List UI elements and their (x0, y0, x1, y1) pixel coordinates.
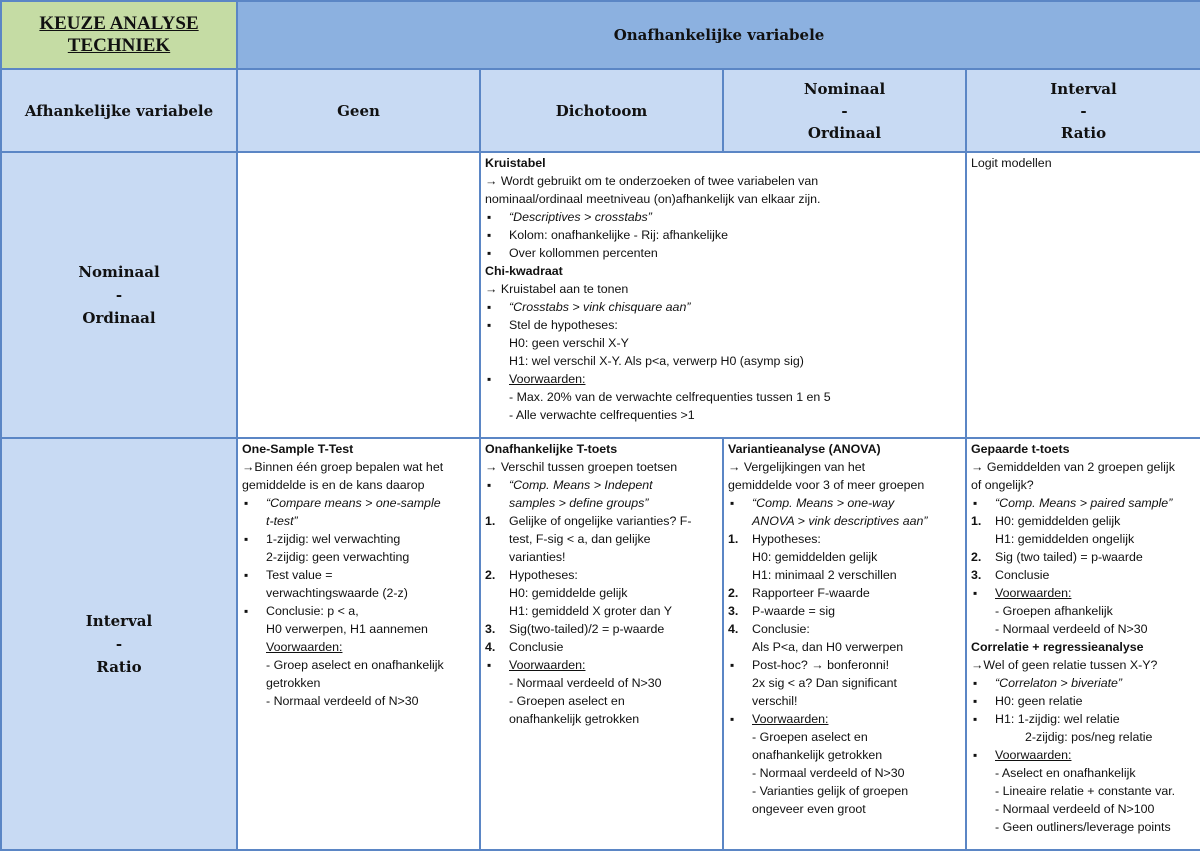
cell-line-text: Als P<a, dan H0 verwerpen (752, 640, 904, 654)
cell-line-text: getrokken (266, 676, 321, 690)
cell-line (485, 352, 961, 370)
independent-variable-header: Onafhankelijke variabele (237, 1, 1200, 69)
cell-line-text: - Groep aselect en onafhankelijk (266, 658, 444, 672)
list-number: 3. (728, 604, 739, 618)
cell-line-text: Chi-kwadraat (485, 264, 563, 278)
cell-line (485, 370, 961, 388)
cell-line-text: H1: minimaal 2 verschillen (752, 568, 897, 582)
cell-line-text: samples > define groups” (509, 496, 649, 510)
cell-line (971, 602, 1196, 620)
list-number: 1. (971, 514, 982, 528)
cell-line-text: “Comp. Means > Indepent (509, 478, 653, 492)
cell-line-text: Gepaarde t-toets (971, 442, 1070, 456)
row-header-line: Interval (85, 611, 153, 630)
cell-line-text: 2-zijdig: pos/neg relatie (1025, 730, 1153, 744)
cell-line (971, 692, 1196, 710)
cell-line (971, 782, 1196, 800)
cell-line-text: Variantieanalyse (ANOVA) (728, 442, 881, 456)
cell-line (971, 710, 1196, 728)
col-header-line: - (841, 101, 848, 120)
row-header-interval-ratio (1, 438, 237, 850)
cell-line-text: Test value = (266, 568, 333, 582)
cell-line (728, 602, 961, 620)
cell-line-text: Conclusie (509, 640, 564, 654)
row-header-line: Ordinaal (82, 308, 156, 327)
sheet-title-line2: TECHNIEK (67, 35, 171, 56)
list-number: 2. (485, 568, 496, 582)
cell-line (728, 512, 961, 530)
cell-line-text: - Normaal verdeeld of N>30 (266, 694, 419, 708)
cell-line (728, 674, 961, 692)
cell-line (728, 728, 961, 746)
cell-line-text: H0: geen verschil X-Y (509, 336, 629, 350)
col-header-line: Ratio (1060, 123, 1107, 142)
cell-line-text: Voorwaarden: (509, 658, 586, 672)
cell-line-text: - Normaal verdeeld of N>100 (995, 802, 1155, 816)
cell-line-text: - Groepen aselect en (752, 730, 868, 744)
cell-line (728, 440, 961, 458)
cell-line-text: H1: 1-zijdig: wel relatie (995, 712, 1120, 726)
cell-line (728, 548, 961, 566)
cell-line (485, 226, 961, 244)
cell-line-text: - Alle verwachte celfrequenties >1 (509, 408, 695, 422)
cell-line-text: onafhankelijk getrokken (509, 712, 640, 726)
cell-line (485, 388, 961, 406)
cell-line (485, 476, 718, 494)
cell-line (971, 638, 1196, 656)
cell-interval-geen (237, 438, 480, 850)
cell-line-text: - Max. 20% van de verwachte celfrequenties tussen 1 en 5 (509, 390, 831, 404)
cell-line (242, 674, 475, 692)
cell-line (485, 710, 718, 728)
cell-line-text: “Correlaton > biveriate” (995, 676, 1123, 690)
cell-line-text: Over kollommen percenten (509, 246, 658, 260)
sheet-title-line1: KEUZE ANALYSE (39, 13, 199, 34)
cell-line (485, 530, 718, 548)
cell-line-text: of ongelijk? (971, 478, 1034, 492)
cell-line-text: ANOVA > vink descriptives aan” (752, 514, 928, 528)
row-header-line: - (115, 634, 123, 653)
row-header-line: Ratio (96, 657, 142, 676)
cell-line-text: →Wel of geen relatie tussen X-Y? (971, 658, 1158, 672)
list-number: 3. (971, 568, 982, 582)
cell-line-text: 2x sig < a? Dan significant (752, 676, 897, 690)
cell-line (485, 584, 718, 602)
cell-line-text: “Comp. Means > paired sample” (995, 496, 1173, 510)
cell-line-text: Onafhankelijke T-toets (485, 442, 618, 456)
cell-line-text: “Crosstabs > vink chisquare aan” (509, 300, 691, 314)
cell-line-text: nominaal/ordinaal meetniveau (on)afhankelijk van elkaar zijn. (485, 192, 821, 206)
cell-line (971, 548, 1196, 566)
cell-line (242, 692, 475, 710)
cell-line-text: gemiddelde is en de kans daarop (242, 478, 425, 492)
cell-line-text: Conclusie: (752, 622, 810, 636)
cell-line-text: - Normaal verdeeld of N>30 (509, 676, 662, 690)
cell-line (242, 512, 475, 530)
cell-line (242, 548, 475, 566)
cell-line (971, 818, 1196, 836)
dependent-variable-header: Afhankelijke variabele (1, 69, 237, 152)
cell-line-text: Kolom: onafhankelijke - Rij: afhankelijke (509, 228, 729, 242)
cell-line (485, 548, 718, 566)
cell-interval-interval (966, 438, 1200, 850)
cell-line-text: Correlatie + regressieanalyse (971, 640, 1144, 654)
cell-line (485, 692, 718, 710)
cell-line (485, 620, 718, 638)
cell-line-text: Gelijke of ongelijke varianties? F- (509, 514, 692, 528)
cell-line-text: onafhankelijk getrokken (752, 748, 883, 762)
cell-line-text: gemiddelde voor 3 of meer groepen (728, 478, 925, 492)
cell-line-text: H0: gemiddelden gelijk (752, 550, 878, 564)
cell-line (485, 674, 718, 692)
cell-line (485, 334, 961, 352)
cell-line-text: Hypotheses: (509, 568, 578, 582)
cell-line (971, 728, 1196, 746)
cell-line (485, 458, 718, 476)
list-number: 1. (728, 532, 739, 546)
list-number: 4. (485, 640, 496, 654)
cell-line-text: test, F-sig < a, dan gelijke (509, 532, 651, 546)
cell-line-text: One-Sample T-Test (242, 442, 354, 456)
cell-line-text: →Binnen één groep bepalen wat het (242, 460, 444, 474)
cell-line-text: Hypotheses: (752, 532, 821, 546)
list-number: 2. (728, 586, 739, 600)
cell-line-text: Conclusie: p < a, (266, 604, 359, 618)
cell-line-text: Sig (two tailed) = p-waarde (995, 550, 1143, 564)
cell-line (971, 154, 1196, 172)
cell-line (242, 440, 475, 458)
cell-line (485, 190, 961, 208)
cell-line (971, 530, 1196, 548)
row-header-line: - (115, 285, 123, 304)
cell-line (971, 764, 1196, 782)
cell-line (971, 458, 1196, 476)
cell-line-text: H1: gemiddeld X groter dan Y (509, 604, 673, 618)
list-number: 1. (485, 514, 496, 528)
cell-line (242, 584, 475, 602)
cell-line (971, 440, 1196, 458)
cell-line (728, 692, 961, 710)
cell-line (485, 298, 961, 316)
cell-line-text: - Groepen aselect en (509, 694, 625, 708)
cell-line (728, 458, 961, 476)
cell-line (728, 782, 961, 800)
cell-line-text: → Wordt gebruikt om te onderzoeken of twee variabelen van (485, 174, 819, 188)
cell-line-text: 2-zijdig: geen verwachting (266, 550, 410, 564)
cell-line (242, 656, 475, 674)
cell-line (485, 244, 961, 262)
cell-line-text: H0 verwerpen, H1 aannemen (266, 622, 428, 636)
cell-line (971, 476, 1196, 494)
cell-line-text: Kruistabel (485, 156, 546, 170)
cell-line (971, 494, 1196, 512)
col-header-line: - (1080, 101, 1087, 120)
cell-line (485, 280, 961, 298)
cell-line (485, 262, 961, 280)
cell-line-text: Conclusie (995, 568, 1050, 582)
cell-interval-nominaal (723, 438, 966, 850)
cell-line-text: Sig(two-tailed)/2 = p-waarde (509, 622, 665, 636)
cell-line (971, 584, 1196, 602)
cell-line (242, 494, 475, 512)
cell-line-text: varianties! (509, 550, 566, 564)
cell-line (242, 638, 475, 656)
col-header-line: Ordinaal (807, 123, 882, 142)
cell-nominaal-geen (237, 152, 480, 438)
cell-line-text: H0: geen relatie (995, 694, 1083, 708)
cell-line-text: Voorwaarden: (509, 372, 586, 386)
cell-line-text: t-test” (266, 514, 298, 528)
cell-line (728, 710, 961, 728)
cell-line-text: - Varianties gelijk of groepen (752, 784, 909, 798)
cell-line-text: - Normaal verdeeld of N>30 (995, 622, 1148, 636)
cell-line (728, 764, 961, 782)
cell-line (485, 154, 961, 172)
cell-line (971, 674, 1196, 692)
cell-line-text: H1: gemiddelden ongelijk (995, 532, 1135, 546)
cell-line-text: Voorwaarden: (995, 748, 1072, 762)
cell-line (485, 494, 718, 512)
cell-line-text: Post-hoc? → bonferonni! (752, 658, 890, 672)
list-number: 2. (971, 550, 982, 564)
cell-line-text: - Lineaire relatie + constante var. (995, 784, 1176, 798)
cell-line (242, 602, 475, 620)
cell-line (485, 208, 961, 226)
cell-nominaal-interval (966, 152, 1200, 438)
cell-line-text: verschil! (752, 694, 798, 708)
cell-line-text: → Verschil tussen groepen toetsen (485, 460, 678, 474)
cell-line (971, 746, 1196, 764)
cell-line-text: P-waarde = sig (752, 604, 835, 618)
list-number: 4. (728, 622, 739, 636)
sheet-title (1, 1, 237, 69)
cell-line (728, 530, 961, 548)
cell-line (728, 566, 961, 584)
cell-line (728, 638, 961, 656)
cell-line (728, 476, 961, 494)
cell-line-text: H1: wel verschil X-Y. Als p<a, verwerp H0 (asymp sig) (509, 354, 804, 368)
cell-line (485, 566, 718, 584)
cell-line-text: 1-zijdig: wel verwachting (266, 532, 401, 546)
cell-line-text: Rapporteer F-waarde (752, 586, 870, 600)
cell-line-text: “Comp. Means > one-way (752, 496, 895, 510)
cell-line-text: Stel de hypotheses: (509, 318, 618, 332)
list-number: 3. (485, 622, 496, 636)
cell-line-text: “Descriptives > crosstabs” (509, 210, 652, 224)
cell-line (728, 620, 961, 638)
cell-line (242, 458, 475, 476)
cell-line-text: - Groepen afhankelijk (995, 604, 1113, 618)
cell-line (728, 584, 961, 602)
cell-line (485, 638, 718, 656)
cell-line (728, 746, 961, 764)
cell-line-text: Voorwaarden: (266, 640, 343, 654)
cell-line-text: - Aselect en onafhankelijk (995, 766, 1136, 780)
cell-line-text: H0: gemiddelde gelijk (509, 586, 628, 600)
cell-line (242, 566, 475, 584)
row-header-nominaal-ordinaal (1, 152, 237, 438)
cell-line (485, 406, 961, 424)
cell-line-text: → Kruistabel aan te tonen (485, 282, 629, 296)
cell-line (485, 656, 718, 674)
cell-line-text: Voorwaarden: (752, 712, 829, 726)
cell-line-text: → Vergelijkingen van het (728, 460, 866, 474)
col-header-interval-ratio (966, 69, 1200, 152)
cell-line-text: H0: gemiddelden gelijk (995, 514, 1121, 528)
cell-line (728, 494, 961, 512)
cell-line (971, 656, 1196, 674)
cell-line (971, 620, 1196, 638)
cell-line (242, 476, 475, 494)
col-header-dichotoom: Dichotoom (480, 69, 723, 152)
cell-line (485, 602, 718, 620)
cell-line (485, 172, 961, 190)
cell-line-text: - Normaal verdeeld of N>30 (752, 766, 905, 780)
cell-interval-dichotoom (480, 438, 723, 850)
cell-line (728, 656, 961, 674)
cell-line (485, 440, 718, 458)
cell-line-text: verwachtingswaarde (2-z) (266, 586, 408, 600)
cell-line-text: - Geen outliners/leverage points (995, 820, 1171, 834)
col-header-geen: Geen (237, 69, 480, 152)
cell-line-text: → Gemiddelden van 2 groepen gelijk (971, 460, 1175, 474)
cell-line (242, 620, 475, 638)
cell-line (728, 800, 961, 818)
col-header-nominaal-ordinaal (723, 69, 966, 152)
cell-line (485, 512, 718, 530)
cell-line (971, 512, 1196, 530)
cell-line-text: Voorwaarden: (995, 586, 1072, 600)
cell-line (242, 530, 475, 548)
col-header-line: Interval (1050, 79, 1117, 98)
cell-line-text: ongeveer even groot (752, 802, 866, 816)
col-header-line: Nominaal (803, 79, 886, 98)
cell-line-text: “Compare means > one-sample (266, 496, 441, 510)
cell-line (971, 800, 1196, 818)
cell-line (971, 566, 1196, 584)
cell-nominaal-dichotoom (480, 152, 966, 438)
row-header-line: Nominaal (78, 262, 160, 281)
cell-line (485, 316, 961, 334)
cell-line-text: Logit modellen (971, 156, 1052, 170)
